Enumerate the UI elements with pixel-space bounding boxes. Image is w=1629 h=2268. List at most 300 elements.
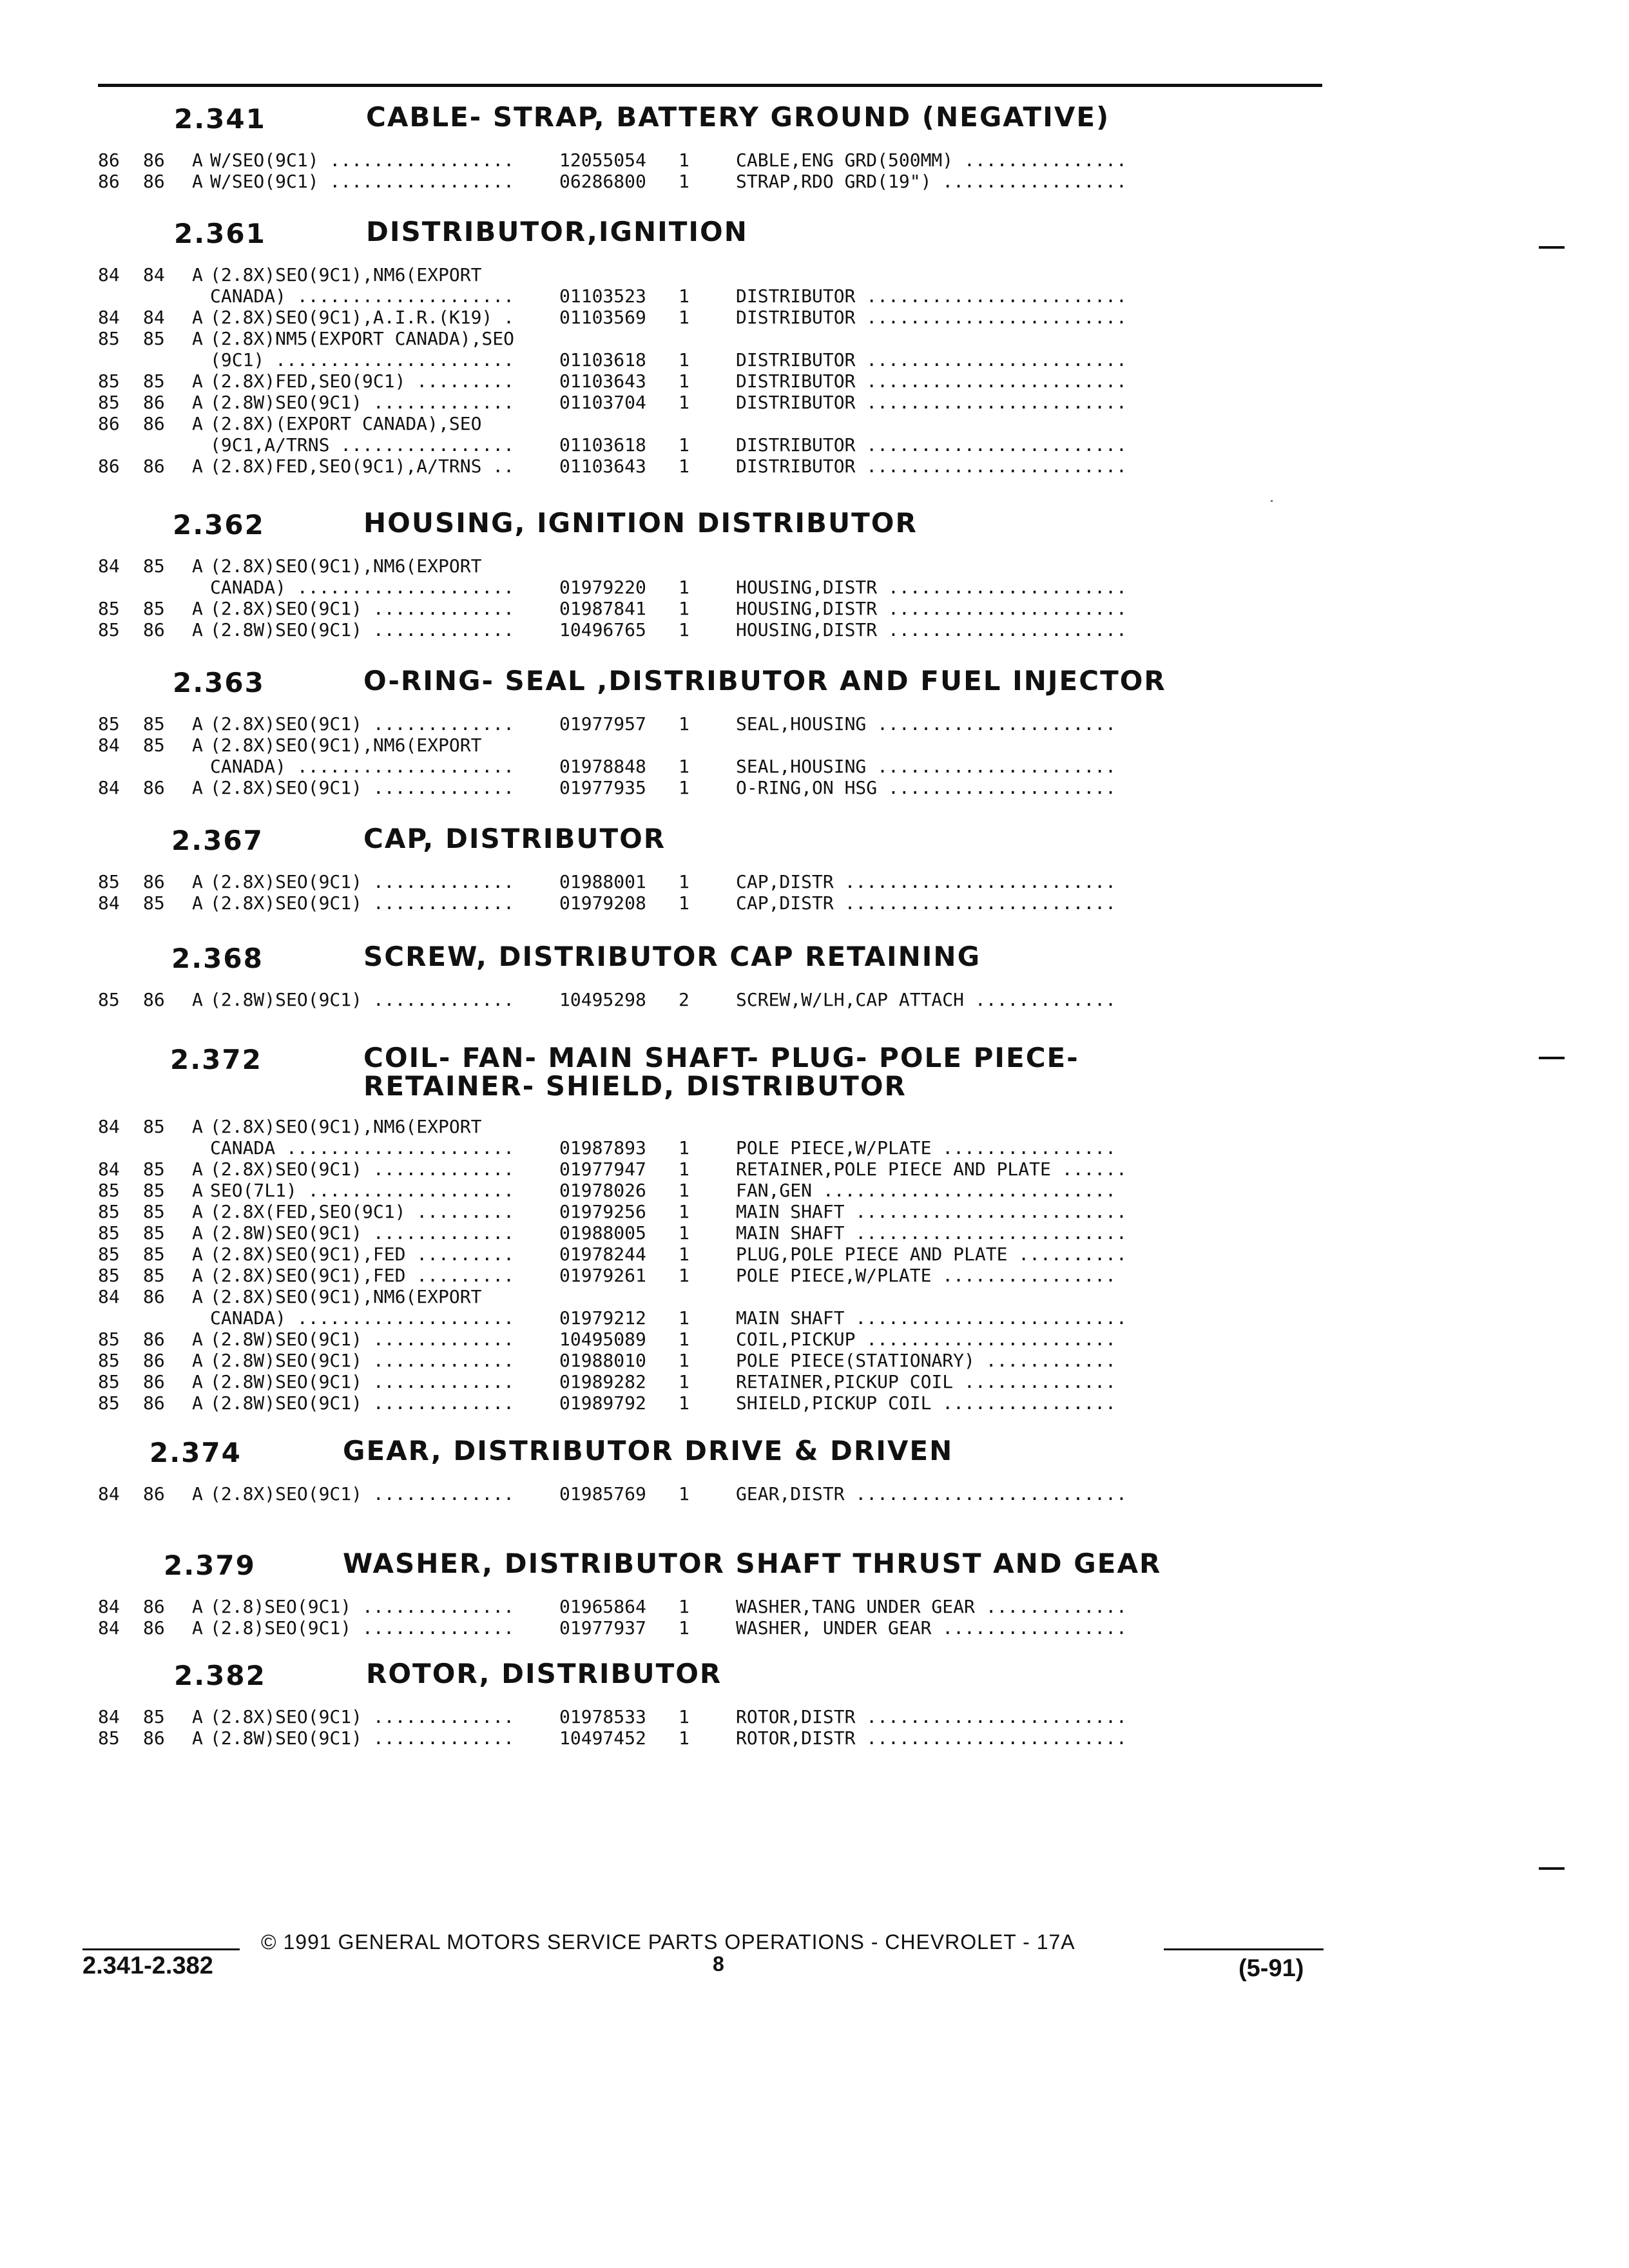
part-number: 01978533 [559, 1706, 646, 1727]
parts-table [84, 1116, 1566, 1414]
table-row [84, 598, 1566, 619]
section-2-363 [84, 667, 1566, 798]
part-name: HOUSING,DISTR ...................... [736, 598, 1127, 619]
year-to: 86 [143, 619, 165, 640]
usage-description: W/SEO(9C1) ................. [210, 171, 515, 192]
section-title [363, 943, 981, 971]
part-name: MAIN SHAFT ......................... [736, 1222, 1127, 1244]
table-row [84, 392, 1566, 413]
usage-description: (2.8X)SEO(9C1) ............. [210, 713, 515, 735]
usage-description: (2.8X)SEO(9C1),NM6(EXPORT [210, 1116, 482, 1137]
year-to: 86 [143, 1392, 165, 1414]
year-from: 85 [98, 1265, 120, 1286]
year-from: 85 [98, 328, 120, 349]
quantity: 1 [679, 1180, 689, 1201]
usage-code: A [192, 1392, 203, 1414]
table-row [84, 1137, 1566, 1158]
part-name: CAP,DISTR ......................... [736, 871, 1117, 892]
usage-code: A [192, 370, 203, 392]
year-from: 84 [98, 555, 120, 577]
table-row [84, 1371, 1566, 1392]
usage-code: A [192, 149, 203, 171]
usage-description: (2.8W)SEO(9C1) ............. [210, 1350, 515, 1371]
usage-code: A [192, 871, 203, 892]
year-to: 85 [143, 892, 165, 914]
usage-description: (2.8W)SEO(9C1) ............. [210, 619, 515, 640]
usage-code: A [192, 1158, 203, 1180]
section-heading [84, 1660, 1566, 1698]
table-row [84, 619, 1566, 640]
usage-description: (2.8X(FED,SEO(9C1) ......... [210, 1201, 515, 1222]
parts-table [84, 555, 1566, 640]
section-heading [84, 509, 1566, 548]
usage-description: CANADA) .................... [210, 756, 515, 777]
part-name: COIL,PICKUP ....................... [736, 1329, 1117, 1350]
usage-description: (9C1,A/TRNS ................ [210, 434, 515, 456]
part-name: DISTRIBUTOR ........................ [736, 307, 1127, 328]
part-name: DISTRIBUTOR ........................ [736, 285, 1127, 307]
section-heading [84, 943, 1566, 981]
part-name: STRAP,RDO GRD(19") ................. [736, 171, 1127, 192]
quantity: 1 [679, 871, 689, 892]
usage-description: (2.8X)SEO(9C1),NM6(EXPORT [210, 1286, 482, 1307]
part-number: 01989282 [559, 1371, 646, 1392]
part-number: 01987893 [559, 1137, 646, 1158]
parts-table [84, 1706, 1566, 1749]
table-row [84, 1244, 1566, 1265]
table-row [84, 1392, 1566, 1414]
usage-description: (2.8X)SEO(9C1),NM6(EXPORT [210, 735, 482, 756]
year-to: 86 [143, 392, 165, 413]
quantity: 1 [679, 1158, 689, 1180]
section-heading [84, 1550, 1566, 1588]
quantity: 1 [679, 1307, 689, 1329]
page-footer [0, 1927, 1629, 2017]
part-name: POLE PIECE(STATIONARY) ............ [736, 1350, 1117, 1371]
table-row [84, 307, 1566, 328]
section-2-372 [84, 1044, 1566, 1414]
year-to: 85 [143, 1201, 165, 1222]
section-number: 2.368 [171, 943, 264, 974]
usage-description: (2.8)SEO(9C1) .............. [210, 1617, 515, 1639]
part-number: 01103643 [559, 456, 646, 477]
part-name: CABLE,ENG GRD(500MM) ............... [736, 149, 1127, 171]
table-row [84, 989, 1566, 1010]
section-title [343, 1437, 953, 1465]
usage-description: (2.8W)SEO(9C1) ............. [210, 1371, 515, 1392]
section-title-line: WASHER, DISTRIBUTOR SHAFT THRUST AND GEAR [343, 1548, 1162, 1579]
year-to: 86 [143, 1286, 165, 1307]
part-number: 01978244 [559, 1244, 646, 1265]
usage-code: A [192, 307, 203, 328]
usage-code: A [192, 1286, 203, 1307]
usage-description: (2.8W)SEO(9C1) ............. [210, 989, 515, 1010]
part-name: DISTRIBUTOR ........................ [736, 349, 1127, 370]
parts-table [84, 871, 1566, 914]
table-row [84, 264, 1566, 285]
part-name: DISTRIBUTOR ........................ [736, 370, 1127, 392]
quantity: 1 [679, 1483, 689, 1504]
usage-code: A [192, 1201, 203, 1222]
usage-code: A [192, 892, 203, 914]
usage-code: A [192, 1706, 203, 1727]
year-to: 86 [143, 1617, 165, 1639]
usage-code: A [192, 328, 203, 349]
table-row [84, 171, 1566, 192]
table-row [84, 1265, 1566, 1286]
section-number: 2.362 [173, 509, 265, 541]
usage-description: (2.8X)SEO(9C1),A.I.R.(K19) . [210, 307, 515, 328]
table-row [84, 456, 1566, 477]
usage-description: CANADA) .................... [210, 577, 515, 598]
section-title [363, 509, 918, 537]
section-heading [84, 1437, 1566, 1475]
year-from: 85 [98, 1222, 120, 1244]
usage-description: (2.8X)SEO(9C1) ............. [210, 871, 515, 892]
part-number: 01978026 [559, 1180, 646, 1201]
part-number: 12055054 [559, 149, 646, 171]
table-row [84, 1116, 1566, 1137]
year-to: 86 [143, 1727, 165, 1749]
usage-code: A [192, 264, 203, 285]
year-to: 85 [143, 1158, 165, 1180]
usage-code: A [192, 1727, 203, 1749]
part-number: 01979256 [559, 1201, 646, 1222]
year-to: 85 [143, 713, 165, 735]
part-name: POLE PIECE,W/PLATE ................ [736, 1265, 1117, 1286]
table-row [84, 1307, 1566, 1329]
part-name: HOUSING,DISTR ...................... [736, 619, 1127, 640]
table-row [84, 1706, 1566, 1727]
usage-code: A [192, 1371, 203, 1392]
year-to: 86 [143, 1483, 165, 1504]
usage-description: (9C1) ...................... [210, 349, 515, 370]
quantity: 1 [679, 1392, 689, 1414]
year-from: 85 [98, 370, 120, 392]
year-to: 86 [143, 149, 165, 171]
year-to: 85 [143, 1244, 165, 1265]
part-name: SHIELD,PICKUP COIL ................ [736, 1392, 1117, 1414]
year-to: 86 [143, 777, 165, 798]
section-number: 2.382 [174, 1660, 266, 1691]
parts-table [84, 989, 1566, 1010]
table-row [84, 285, 1566, 307]
quantity: 1 [679, 434, 689, 456]
stray-mark [1271, 500, 1273, 502]
year-from: 84 [98, 892, 120, 914]
quantity: 1 [679, 713, 689, 735]
usage-description: (2.8W)SEO(9C1) ............. [210, 1392, 515, 1414]
usage-description: (2.8W)SEO(9C1) ............. [210, 1727, 515, 1749]
part-number: 01103618 [559, 434, 646, 456]
part-number: 01103643 [559, 370, 646, 392]
part-name: GEAR,DISTR ......................... [736, 1483, 1127, 1504]
part-number: 01987841 [559, 598, 646, 619]
usage-description: (2.8)SEO(9C1) .............. [210, 1596, 515, 1617]
quantity: 2 [679, 989, 689, 1010]
usage-code: A [192, 619, 203, 640]
quantity: 1 [679, 619, 689, 640]
usage-description: W/SEO(9C1) ................. [210, 149, 515, 171]
usage-code: A [192, 777, 203, 798]
table-row [84, 756, 1566, 777]
year-from: 86 [98, 413, 120, 434]
section-2-341 [84, 103, 1566, 192]
year-to: 84 [143, 264, 165, 285]
year-to: 86 [143, 171, 165, 192]
quantity: 1 [679, 1222, 689, 1244]
quantity: 1 [679, 1727, 689, 1749]
table-row [84, 413, 1566, 434]
part-name: POLE PIECE,W/PLATE ................ [736, 1137, 1117, 1158]
part-number: 01965864 [559, 1596, 646, 1617]
table-row [84, 1329, 1566, 1350]
part-number: 01103618 [559, 349, 646, 370]
parts-table [84, 713, 1566, 798]
usage-code: A [192, 1596, 203, 1617]
quantity: 1 [679, 598, 689, 619]
year-to: 85 [143, 328, 165, 349]
quantity: 1 [679, 1350, 689, 1371]
section-title-line: RETAINER- SHIELD, DISTRIBUTOR [363, 1070, 907, 1102]
year-from: 85 [98, 1180, 120, 1201]
quantity: 1 [679, 1371, 689, 1392]
section-heading [84, 218, 1566, 256]
quantity: 1 [679, 1596, 689, 1617]
part-name: WASHER, UNDER GEAR ................. [736, 1617, 1127, 1639]
year-from: 84 [98, 1596, 120, 1617]
year-from: 84 [98, 1286, 120, 1307]
part-name: HOUSING,DISTR ...................... [736, 577, 1127, 598]
section-title-line: ROTOR, DISTRIBUTOR [366, 1658, 722, 1689]
usage-description: (2.8W)SEO(9C1) ............. [210, 1222, 515, 1244]
year-to: 85 [143, 1222, 165, 1244]
table-row [84, 1350, 1566, 1371]
part-name: RETAINER,PICKUP COIL .............. [736, 1371, 1117, 1392]
year-from: 85 [98, 392, 120, 413]
usage-description: (2.8X)NM5(EXPORT CANADA),SEO [210, 328, 515, 349]
part-number: 01103704 [559, 392, 646, 413]
part-number: 01103523 [559, 285, 646, 307]
usage-description: CANADA ..................... [210, 1137, 515, 1158]
usage-code: A [192, 1180, 203, 1201]
table-row [84, 577, 1566, 598]
usage-code: A [192, 456, 203, 477]
year-from: 84 [98, 264, 120, 285]
section-2-367 [84, 825, 1566, 914]
year-from: 85 [98, 619, 120, 640]
quantity: 1 [679, 149, 689, 171]
table-row [84, 1727, 1566, 1749]
year-to: 86 [143, 989, 165, 1010]
table-row [84, 1158, 1566, 1180]
usage-description: (2.8X)SEO(9C1) ............. [210, 1706, 515, 1727]
section-heading [84, 825, 1566, 863]
part-number: 01985769 [559, 1483, 646, 1504]
year-to: 86 [143, 413, 165, 434]
year-from: 85 [98, 1329, 120, 1350]
year-to: 86 [143, 1596, 165, 1617]
usage-description: (2.8X)SEO(9C1),NM6(EXPORT [210, 555, 482, 577]
section-number: 2.372 [170, 1044, 262, 1075]
section-2-361 [84, 218, 1566, 477]
part-number: 10497452 [559, 1727, 646, 1749]
section-title [366, 103, 1110, 131]
usage-description: SEO(7L1) ................... [210, 1180, 515, 1201]
usage-description: (2.8X)SEO(9C1) ............. [210, 1158, 515, 1180]
part-number: 10496765 [559, 619, 646, 640]
usage-code: A [192, 1617, 203, 1639]
usage-description: (2.8X)FED,SEO(9C1),A/TRNS .. [210, 456, 515, 477]
year-to: 86 [143, 456, 165, 477]
section-title-line: CABLE- STRAP, BATTERY GROUND (NEGATIVE) [366, 101, 1110, 133]
usage-code: A [192, 1350, 203, 1371]
usage-description: (2.8X)(EXPORT CANADA),SEO [210, 413, 482, 434]
margin-mark [1539, 1867, 1565, 1870]
year-from: 85 [98, 1727, 120, 1749]
part-name: ROTOR,DISTR ........................ [736, 1706, 1127, 1727]
year-to: 86 [143, 1350, 165, 1371]
section-title-line: DISTRIBUTOR,IGNITION [366, 216, 748, 247]
table-row [84, 1286, 1566, 1307]
year-from: 84 [98, 307, 120, 328]
part-number: 10495298 [559, 989, 646, 1010]
table-row [84, 555, 1566, 577]
quantity: 1 [679, 307, 689, 328]
quantity: 1 [679, 1201, 689, 1222]
quantity: 1 [679, 577, 689, 598]
part-number: 01977947 [559, 1158, 646, 1180]
part-number: 01977937 [559, 1617, 646, 1639]
section-title-line: HOUSING, IGNITION DISTRIBUTOR [363, 507, 918, 539]
usage-description: (2.8X)SEO(9C1),FED ......... [210, 1244, 515, 1265]
year-from: 85 [98, 1350, 120, 1371]
section-number: 2.363 [173, 667, 265, 698]
section-title [366, 218, 748, 246]
year-from: 84 [98, 1617, 120, 1639]
year-to: 85 [143, 1116, 165, 1137]
part-number: 01988010 [559, 1350, 646, 1371]
part-name: CAP,DISTR ......................... [736, 892, 1117, 914]
usage-description: CANADA) .................... [210, 1307, 515, 1329]
usage-code: A [192, 1329, 203, 1350]
parts-table [84, 1596, 1566, 1639]
year-to: 86 [143, 1371, 165, 1392]
table-row [84, 1617, 1566, 1639]
usage-code: A [192, 989, 203, 1010]
year-to: 86 [143, 1329, 165, 1350]
year-from: 85 [98, 1392, 120, 1414]
year-from: 85 [98, 1201, 120, 1222]
quantity: 1 [679, 756, 689, 777]
section-title-line: SCREW, DISTRIBUTOR CAP RETAINING [363, 941, 981, 972]
usage-description: (2.8X)SEO(9C1) ............. [210, 777, 515, 798]
part-name: WASHER,TANG UNDER GEAR ............. [736, 1596, 1127, 1617]
footer-section-range: 2.341-2.382 [82, 1952, 213, 1979]
part-number: 01977957 [559, 713, 646, 735]
year-from: 85 [98, 713, 120, 735]
part-name: DISTRIBUTOR ........................ [736, 456, 1127, 477]
table-row [84, 871, 1566, 892]
footer-copyright: © 1991 GENERAL MOTORS SERVICE PARTS OPERATIONS - CHEVROLET - 17A [261, 1930, 1075, 1954]
year-to: 85 [143, 598, 165, 619]
section-title [363, 667, 1166, 695]
quantity: 1 [679, 285, 689, 307]
part-name: SEAL,HOUSING ...................... [736, 713, 1117, 735]
table-row [84, 1222, 1566, 1244]
part-name: MAIN SHAFT ......................... [736, 1307, 1127, 1329]
year-from: 84 [98, 1116, 120, 1137]
part-name: MAIN SHAFT ......................... [736, 1201, 1127, 1222]
section-title [343, 1550, 1161, 1578]
section-2-368 [84, 943, 1566, 1010]
year-to: 84 [143, 307, 165, 328]
table-row [84, 1596, 1566, 1617]
year-to: 85 [143, 370, 165, 392]
section-title-line: COIL- FAN- MAIN SHAFT- PLUG- POLE PIECE- [363, 1042, 1079, 1073]
quantity: 1 [679, 370, 689, 392]
part-number: 01979212 [559, 1307, 646, 1329]
part-number: 01988005 [559, 1222, 646, 1244]
part-number: 01103569 [559, 307, 646, 328]
part-name: RETAINER,POLE PIECE AND PLATE ...... [736, 1158, 1127, 1180]
usage-code: A [192, 1116, 203, 1137]
year-from: 85 [98, 598, 120, 619]
footer-revision-date: (5-91) [1239, 1955, 1304, 1982]
section-title-line: O-RING- SEAL ,DISTRIBUTOR AND FUEL INJECTOR [363, 665, 1166, 697]
table-row [84, 735, 1566, 756]
quantity: 1 [679, 1244, 689, 1265]
year-from: 84 [98, 777, 120, 798]
section-number: 2.361 [174, 218, 266, 249]
usage-code: A [192, 598, 203, 619]
table-row [84, 328, 1566, 349]
year-from: 85 [98, 989, 120, 1010]
usage-code: A [192, 1265, 203, 1286]
usage-code: A [192, 1244, 203, 1265]
table-row [84, 349, 1566, 370]
year-from: 84 [98, 735, 120, 756]
year-from: 84 [98, 1706, 120, 1727]
table-row [84, 370, 1566, 392]
section-title [363, 825, 666, 853]
usage-code: A [192, 1483, 203, 1504]
usage-code: A [192, 555, 203, 577]
year-to: 85 [143, 555, 165, 577]
section-2-379 [84, 1550, 1566, 1639]
usage-code: A [192, 1222, 203, 1244]
section-title-line: GEAR, DISTRIBUTOR DRIVE & DRIVEN [343, 1435, 954, 1466]
parts-table [84, 149, 1566, 192]
quantity: 1 [679, 1329, 689, 1350]
table-row [84, 1180, 1566, 1201]
quantity: 1 [679, 1265, 689, 1286]
table-row [84, 434, 1566, 456]
part-number: 10495089 [559, 1329, 646, 1350]
quantity: 1 [679, 1617, 689, 1639]
usage-description: (2.8X)SEO(9C1),NM6(EXPORT [210, 264, 482, 285]
part-number: 01978848 [559, 756, 646, 777]
table-row [84, 1201, 1566, 1222]
footer-page-number: 8 [713, 1952, 724, 1975]
section-heading [84, 103, 1566, 142]
usage-description: (2.8X)SEO(9C1),FED ......... [210, 1265, 515, 1286]
year-to: 85 [143, 1706, 165, 1727]
year-from: 84 [98, 1483, 120, 1504]
year-from: 85 [98, 1244, 120, 1265]
parts-table [84, 1483, 1566, 1504]
table-row [84, 713, 1566, 735]
